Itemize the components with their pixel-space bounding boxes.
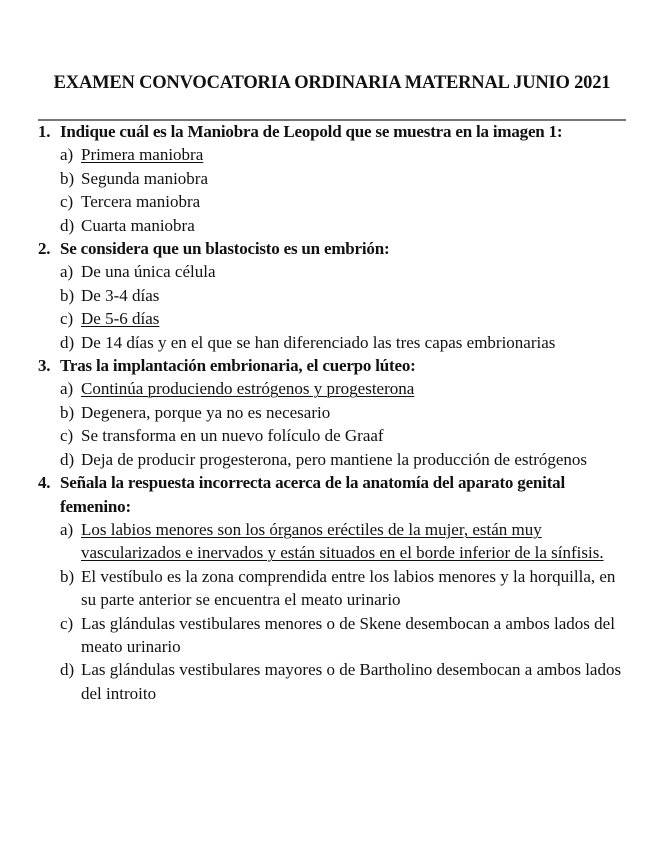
option-c: [38, 424, 624, 447]
option-letter: d): [60, 332, 75, 352]
option-letter: a): [60, 519, 74, 539]
question-number: 2.: [38, 239, 51, 259]
option-letter: b): [60, 402, 75, 422]
question-text: Indique cuál es la Maniobra de Leopold que se muestra en la imagen 1:: [60, 122, 563, 141]
option-d: [38, 448, 624, 471]
option-letter: d): [60, 215, 75, 235]
option-a: [38, 377, 624, 400]
option-letter: a): [60, 379, 74, 399]
option-b: [38, 284, 624, 307]
option-letter: c): [60, 309, 74, 329]
option-text-marked: De 5-6 días: [81, 309, 160, 329]
question-text: Señala la respuesta incorrecta acerca de la anatomía del aparato genital femenino:: [60, 473, 565, 516]
option-text: Cuarta maniobra: [81, 215, 195, 235]
option-text: Las glándulas vestibulares menores o de Skene desembocan a ambos lados del meato urinario: [81, 613, 615, 656]
question-list: [38, 120, 624, 705]
question-text: Se considera que un blastocisto es un embrión:: [60, 239, 390, 259]
option-d: [38, 214, 624, 237]
option-text-marked: Continúa produciendo estrógenos y progesterona: [81, 379, 415, 399]
option-a: [38, 143, 624, 166]
option-a: [38, 518, 624, 565]
option-c: [38, 307, 624, 330]
option-letter: b): [60, 566, 75, 586]
question-3: [38, 354, 624, 471]
option-text: De 3-4 días: [81, 285, 160, 305]
question-text: Tras la implantación embrionaria, el cuerpo lúteo:: [60, 356, 416, 376]
option-letter: c): [60, 426, 74, 446]
question-number: 4.: [38, 473, 51, 493]
question-number: 1.: [38, 122, 51, 141]
option-text-marked: Los labios menores son los órganos eréctiles de la mujer, están muy vascularizados e inervados y están situados en el borde inferior de la sínfisis.: [81, 519, 604, 563]
option-text: Segunda maniobra: [81, 168, 208, 188]
option-c: [38, 190, 624, 213]
option-text: Las glándulas vestibulares mayores o de Bartholino desembocan a ambos lados del introito: [81, 660, 622, 703]
question-2: [38, 237, 624, 354]
option-list: [38, 377, 624, 471]
option-text-marked: Primera maniobra: [81, 145, 204, 165]
option-letter: b): [60, 168, 75, 188]
question-4: [38, 471, 624, 705]
option-b: [38, 565, 624, 612]
option-c: [38, 612, 624, 659]
option-letter: c): [60, 192, 74, 212]
option-letter: a): [60, 262, 74, 282]
option-b: [38, 401, 624, 424]
option-list: [38, 143, 624, 237]
question-1-stem: [38, 120, 624, 143]
question-1: [38, 120, 624, 237]
option-a: [38, 260, 624, 283]
question-2-stem: [38, 237, 624, 260]
option-list: [38, 260, 624, 354]
option-text: Se transforma en un nuevo folículo de Graaf: [81, 426, 384, 446]
option-text: Degenera, porque ya no es necesario: [81, 402, 331, 422]
question-4-stem: [38, 471, 624, 518]
option-text: De 14 días y en el que se han diferenciado las tres capas embrionarias: [81, 332, 556, 352]
option-letter: d): [60, 660, 75, 680]
option-list: [38, 518, 624, 705]
option-b: [38, 167, 624, 190]
option-letter: b): [60, 285, 75, 305]
option-d: [38, 658, 624, 705]
question-number: 3.: [38, 356, 51, 376]
option-letter: a): [60, 145, 74, 165]
question-3-stem: [38, 354, 624, 377]
option-letter: c): [60, 613, 74, 633]
option-letter: d): [60, 449, 75, 469]
option-d: [38, 331, 624, 354]
option-text: Deja de producir progesterona, pero mantiene la producción de estrógenos: [81, 449, 588, 469]
exam-title: EXAMEN CONVOCATORIA ORDINARIA MATERNAL JUNIO 2021: [53, 73, 611, 93]
option-text: Tercera maniobra: [81, 192, 201, 212]
option-text: De una única célula: [81, 262, 216, 282]
option-text: El vestíbulo es la zona comprendida entre los labios menores y la horquilla, en su parte anterior se encuentra el meato urinario: [81, 566, 616, 610]
